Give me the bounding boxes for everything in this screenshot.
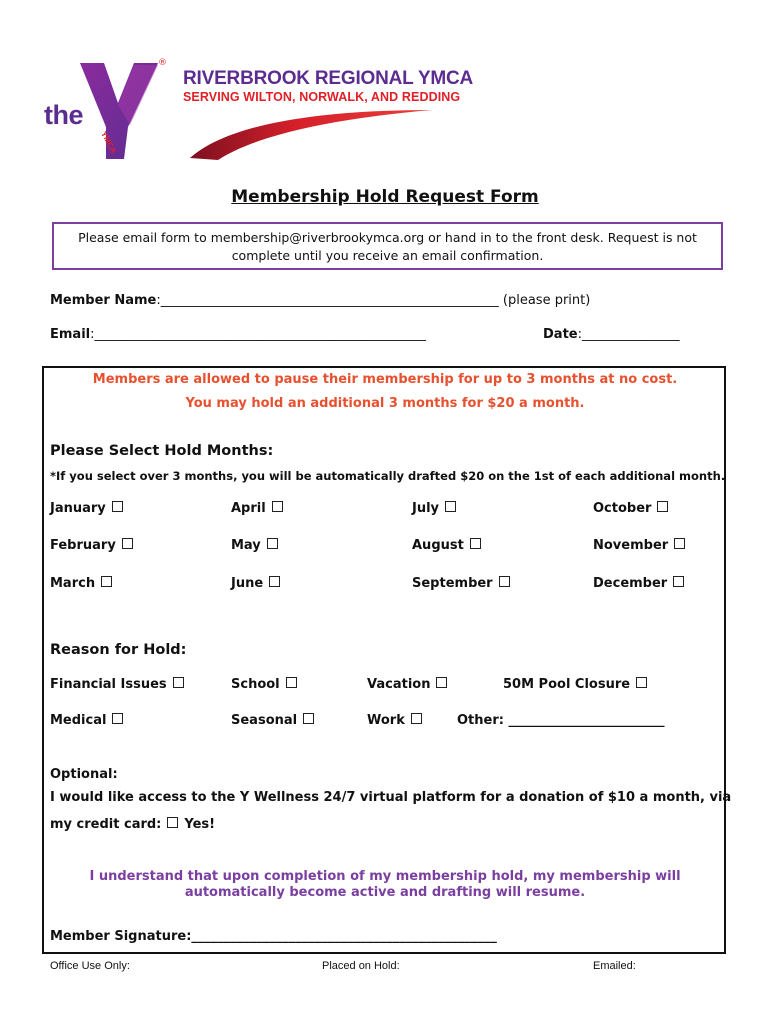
month-january[interactable]: January xyxy=(50,501,123,516)
member-name-row xyxy=(50,293,590,308)
form-title: Membership Hold Request Form xyxy=(231,187,539,207)
reason-seasonal[interactable]: Seasonal xyxy=(231,713,314,728)
reason-school[interactable]: School xyxy=(231,677,297,692)
checkbox-pool-closure[interactable] xyxy=(636,677,647,688)
wellness-yes-label: Yes! xyxy=(184,817,216,832)
month-march[interactable]: March xyxy=(50,576,112,591)
email-notice: Please email form to membership@riverbrookymca.org or hand in to the front desk. Request is not complete until you receive an email confirmation. xyxy=(52,222,723,270)
acknowledgement-line-1: I understand that upon completion of my membership hold, my membership will xyxy=(89,869,681,884)
office-placed-on-hold: Placed on Hold: xyxy=(322,960,400,972)
reason-other-field[interactable]: Other: ________________________ xyxy=(457,713,665,728)
policy-line-1: Members are allowed to pause their membership for up to 3 months at no cost. xyxy=(92,372,678,387)
optional-label: Optional: xyxy=(50,767,118,782)
date-row xyxy=(543,327,680,342)
date-label: Date xyxy=(543,327,578,342)
checkbox-work[interactable] xyxy=(411,713,422,724)
office-use-only: Office Use Only: xyxy=(50,960,130,972)
checkbox-october[interactable] xyxy=(657,501,668,512)
email-label: Email xyxy=(50,327,91,342)
checkbox-seasonal[interactable] xyxy=(303,713,314,724)
checkbox-july[interactable] xyxy=(445,501,456,512)
org-tagline: SERVING WILTON, NORWALK, AND REDDING xyxy=(183,90,461,104)
logo-the-text: the xyxy=(44,100,83,130)
checkbox-january[interactable] xyxy=(112,501,123,512)
checkbox-wellness-yes[interactable] xyxy=(167,817,178,828)
month-december[interactable]: December xyxy=(593,576,684,591)
signature-field[interactable]: _______________________________________________ xyxy=(191,929,497,944)
logo-swoosh xyxy=(188,104,436,162)
checkbox-september[interactable] xyxy=(499,576,510,587)
acknowledgement-line-2: automatically become active and drafting will resume. xyxy=(184,885,586,900)
policy-line-2: You may hold an additional 3 months for $20 a month. xyxy=(185,396,585,411)
months-heading: Please Select Hold Months: xyxy=(50,443,274,459)
month-august[interactable]: August xyxy=(412,538,481,553)
member-name-field[interactable]: :____________________________________________________ xyxy=(156,293,499,308)
checkbox-june[interactable] xyxy=(269,576,280,587)
checkbox-vacation[interactable] xyxy=(436,677,447,688)
signature-label: Member Signature: xyxy=(50,929,192,944)
months-note: *If you select over 3 months, you will be automatically drafted $20 on the 1st of each additional month. xyxy=(50,469,726,483)
registered-mark: ® xyxy=(158,58,167,68)
reason-financial[interactable]: Financial Issues xyxy=(50,677,184,692)
month-september[interactable]: September xyxy=(412,576,510,591)
checkbox-february[interactable] xyxy=(122,538,133,549)
email-field[interactable]: :___________________________________________________ xyxy=(90,327,427,342)
checkbox-school[interactable] xyxy=(286,677,297,688)
month-february[interactable]: February xyxy=(50,538,133,553)
month-july[interactable]: July xyxy=(412,501,456,516)
office-emailed: Emailed: xyxy=(593,960,636,972)
member-name-label: Member Name xyxy=(50,293,157,308)
org-name: RIVERBROOK REGIONAL YMCA xyxy=(183,68,474,89)
month-april[interactable]: April xyxy=(231,501,283,516)
optional-line-1: I would like access to the Y Wellness 24/7 virtual platform for a donation of $10 a month, via xyxy=(50,790,732,805)
month-june[interactable]: June xyxy=(231,576,280,591)
month-may[interactable]: May xyxy=(231,538,278,553)
reason-work[interactable]: Work xyxy=(367,713,422,728)
reason-vacation[interactable]: Vacation xyxy=(367,677,447,692)
checkbox-march[interactable] xyxy=(101,576,112,587)
member-name-hint: (please print) xyxy=(502,293,591,308)
email-row xyxy=(50,327,426,342)
checkbox-may[interactable] xyxy=(267,538,278,549)
checkbox-november[interactable] xyxy=(674,538,685,549)
checkbox-august[interactable] xyxy=(470,538,481,549)
signature-row xyxy=(50,929,497,944)
optional-line-2: my credit card: Yes! xyxy=(50,817,216,832)
reason-pool-closure[interactable]: 50M Pool Closure xyxy=(503,677,647,692)
date-field[interactable]: :_______________ xyxy=(577,327,680,342)
reason-heading: Reason for Hold: xyxy=(50,642,187,658)
checkbox-medical[interactable] xyxy=(112,713,123,724)
logo-ymca-small-text: YMCA xyxy=(99,130,119,156)
reason-medical[interactable]: Medical xyxy=(50,713,123,728)
checkbox-april[interactable] xyxy=(272,501,283,512)
month-october[interactable]: October xyxy=(593,501,668,516)
checkbox-financial[interactable] xyxy=(173,677,184,688)
month-november[interactable]: November xyxy=(593,538,685,553)
checkbox-december[interactable] xyxy=(673,576,684,587)
